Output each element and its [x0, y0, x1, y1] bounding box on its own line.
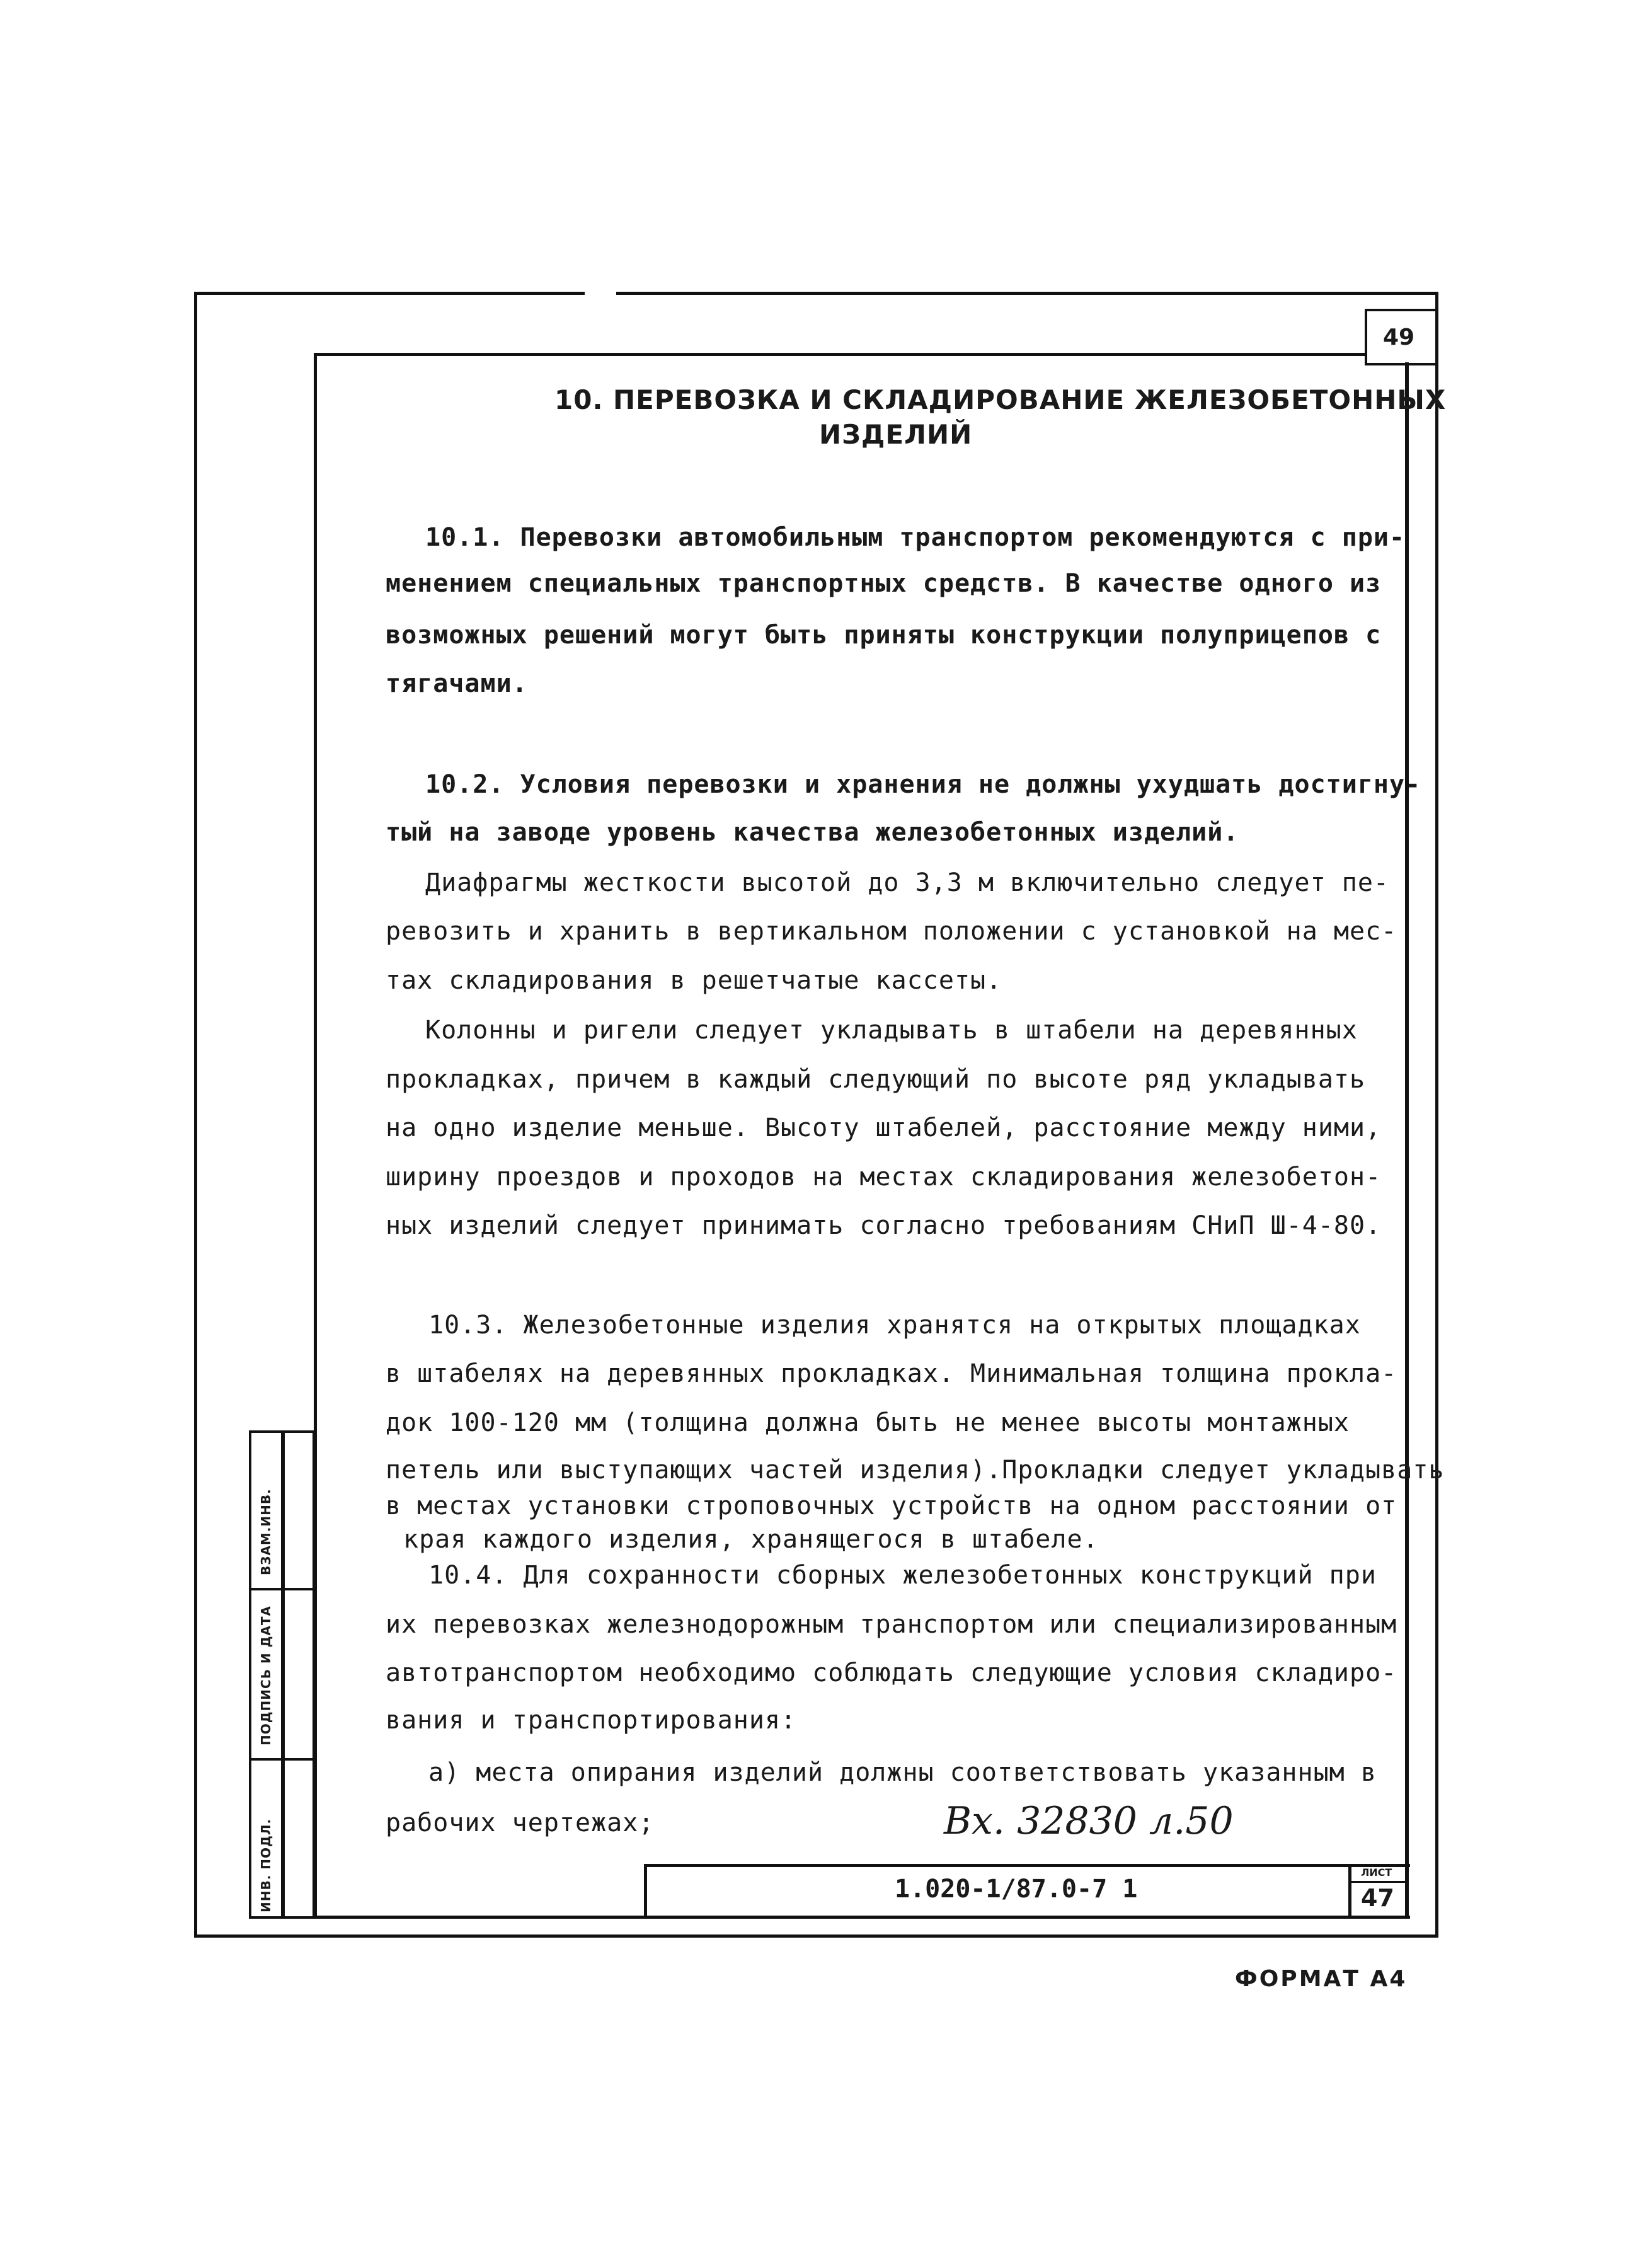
paragraph-line: прокладках, причем в каждый следующий по высоте ряд укладывать [386, 1065, 1366, 1094]
paragraph-line: ширину проездов и проходов на местах складирования железобетон- [386, 1163, 1382, 1192]
inner-frame-top [314, 353, 1365, 356]
paragraph-line: края каждого изделия, хранящегося в штабеле. [403, 1525, 1099, 1554]
side-stamp-divider-1 [249, 1588, 315, 1590]
sheet-label: ЛИСТ [1361, 1866, 1392, 1878]
side-label-vzam-inv: ВЗАМ.ИНВ. [258, 1488, 273, 1575]
paragraph-line: рабочих чертежах; [386, 1808, 655, 1837]
paragraph-line: 10.4. Для сохранности сборных железобетонных конструкций при [428, 1561, 1377, 1590]
stamp-sheet-divider [1348, 1881, 1408, 1883]
handwritten-note: Вх. 32830 л.50 [944, 1799, 1234, 1843]
outer-frame-top-left [194, 292, 585, 295]
inner-frame-bottom [314, 1916, 1410, 1919]
sheet-number: 47 [1361, 1884, 1394, 1912]
outer-frame-top-right [616, 292, 1438, 295]
inner-frame-right [1405, 362, 1409, 1919]
paragraph-line: ных изделий следует принимать согласно требованиям СНиП Ш-4-80. [386, 1211, 1382, 1240]
paragraph-line: 10.3. Железобетонные изделия хранятся на открытых площадках [428, 1311, 1361, 1340]
outer-frame-right [1435, 292, 1438, 1936]
paragraph-line: тягачами. [386, 669, 528, 698]
paragraph-line: тах складирования в решетчатые кассеты. [386, 966, 1002, 995]
stamp-top-line [644, 1864, 1410, 1867]
outer-frame-left [194, 292, 197, 1936]
paragraph-line: их перевозках железнодорожным транспортом или специализированным [386, 1610, 1397, 1639]
paragraph-line: в штабелях на деревянных прокладках. Минимальная толщина прокла- [386, 1359, 1397, 1388]
side-stamp-divider-2 [249, 1758, 315, 1761]
side-label-inv-podl: ИНВ. ПОДЛ. [258, 1818, 273, 1912]
stamp-divider [1348, 1864, 1351, 1917]
paragraph-line: петель или выступающих частей изделия).Прокладки следует укладывать [386, 1456, 1445, 1485]
outer-frame-bottom [194, 1934, 1438, 1938]
paragraph-line: ревозить и хранить в вертикальном положении с установкой на мес- [386, 917, 1397, 946]
paragraph-line: тый на заводе уровень качества железобетонных изделий. [386, 818, 1239, 847]
doc-code: 1.020-1/87.0-7 1 [895, 1875, 1138, 1904]
format-label: ФОРМАТ А4 [1235, 1966, 1408, 1992]
paragraph-line: 10.1. Перевозки автомобильным транспортом рекомендуются с при- [425, 523, 1406, 552]
paragraph-line: док 100-120 мм (толщина должна быть не менее высоты монтажных [386, 1408, 1350, 1437]
section-title-line2: ИЗДЕЛИЙ [819, 419, 973, 450]
side-label-podpis-data: ПОДПИСЬ И ДАТА [258, 1605, 273, 1745]
paragraph-line: 10.2. Условия перевозки и хранения не должны ухудшать достигну- [425, 770, 1421, 799]
paragraph-line: а) места опирания изделий должны соответствовать указанным в [428, 1758, 1377, 1787]
side-stamp-column-inner [282, 1430, 315, 1919]
paragraph-line: менением специальных транспортных средств. В качестве одного из [386, 569, 1382, 598]
section-title-line1: 10. ПЕРЕВОЗКА И СКЛАДИРОВАНИЕ ЖЕЛЕЗОБЕТОННЫХ [554, 384, 1447, 415]
paragraph-line: в местах установки строповочных устройств на одном расстоянии от [386, 1492, 1397, 1521]
paragraph-line: автотранспортом необходимо соблюдать следующие условия складиро- [386, 1659, 1397, 1687]
paragraph-line: возможных решений могут быть приняты конструкции полуприцепов с [386, 621, 1382, 650]
stamp-left-line [644, 1864, 647, 1917]
paragraph-line: Колонны и ригели следует укладывать в штабели на деревянных [425, 1016, 1358, 1045]
paragraph-line: на одно изделие меньше. Высоту штабелей, расстояние между ними, [386, 1113, 1382, 1142]
paragraph-line: вания и транспортирования: [386, 1706, 797, 1735]
paragraph-line: Диафрагмы жесткости высотой до 3,3 м включительно следует пе- [425, 868, 1390, 897]
page-number: 49 [1383, 325, 1415, 350]
